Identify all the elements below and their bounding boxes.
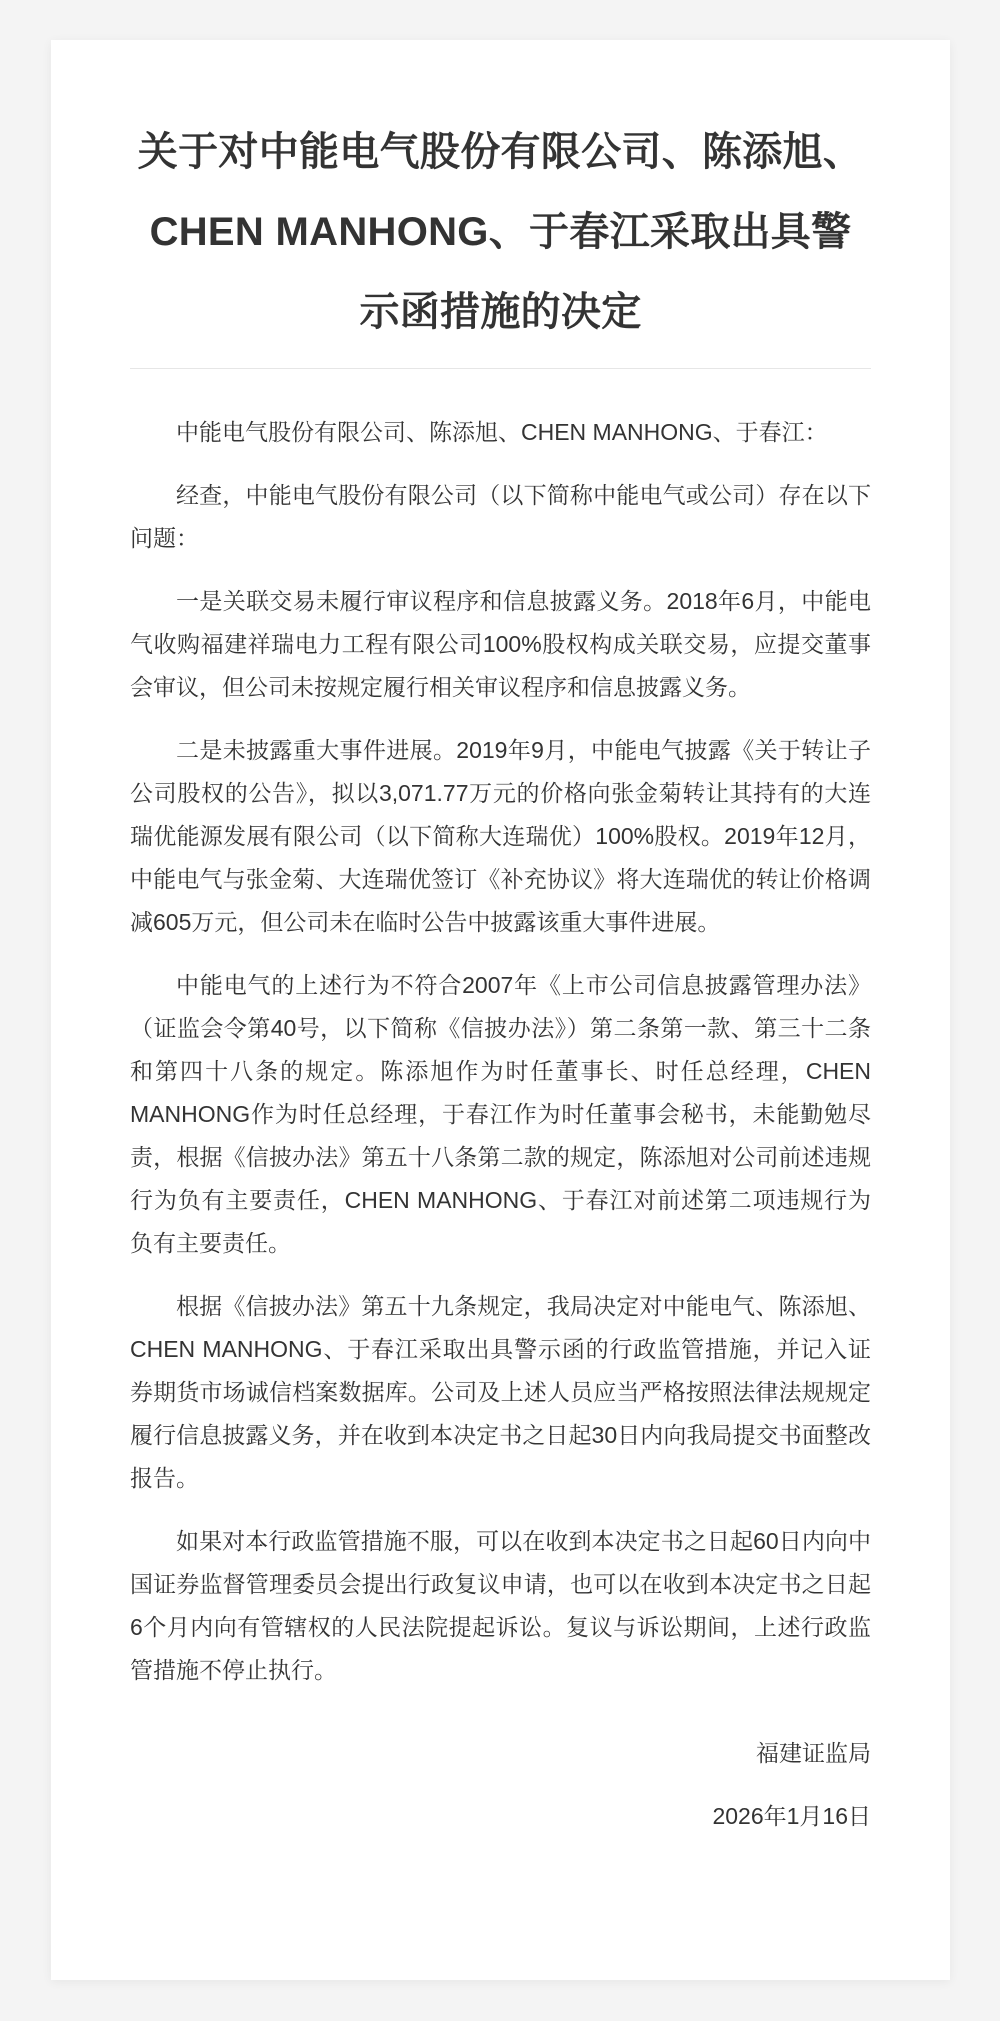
issue-date: 2026年1月16日 (712, 1803, 871, 1829)
appeal-paragraph: 如果对本行政监管措施不服，可以在收到本决定书之日起60日内向中国证券监督管理委员会提出行政复议申请，也可以在收到本决定书之日起6个月内向有管辖权的人民法院提起诉讼。复议与诉讼期间，上述行政监管措施不停止执行。 (130, 1528, 871, 1683)
addressee-paragraph: 中能电气股份有限公司、陈添旭、CHEN MANHONG、于春江： (176, 419, 828, 445)
issue-one-paragraph: 一是关联交易未履行审议程序和信息披露义务。2018年6月，中能电气收购福建祥瑞电力工程有限公司100%股权构成关联交易，应提交董事会审议，但公司未按规定履行相关审议程序和信息披露义务。 (130, 588, 871, 700)
findings-intro-paragraph: 经查，中能电气股份有限公司（以下简称中能电气或公司）存在以下问题： (130, 482, 871, 551)
document-body (130, 369, 871, 1838)
violation-paragraph: 中能电气的上述行为不符合2007年《上市公司信息披露管理办法》（证监会令第40号，以下简称《信披办法》）第二条第一款、第三十二条和第四十八条的规定。陈添旭作为时任董事长、时任总经理，CHEN MANHONG作为时任总经理，于春江作为时任董事会秘书，未能勤勉尽责，根据《信披办法》第五十八条第二款的规定，陈添旭对公司前述违规行为负有主要责任，CHEN MANHONG、于春江对前述第二项违规行为负有主要责任。 (130, 972, 871, 1256)
decision-paragraph: 根据《信披办法》第五十九条规定，我局决定对中能电气、陈添旭、CHEN MANHONG、于春江采取出具警示函的行政监管措施，并记入证券期货市场诚信档案数据库。公司及上述人员应当严格按照法律法规规定履行信息披露义务，并在收到本决定书之日起30日内向我局提交书面整改报告。 (130, 1293, 871, 1491)
document-card (51, 40, 950, 1980)
document-title: 关于对中能电气股份有限公司、陈添旭、CHEN MANHONG、于春江采取出具警示函措施的决定 (130, 112, 871, 369)
issue-two-paragraph: 二是未披露重大事件进展。2019年9月，中能电气披露《关于转让子公司股权的公告》，拟以3,071.77万元的价格向张金菊转让其持有的大连瑞优能源发展有限公司（以下简称大连瑞优）100%股权。2019年12月，中能电气与张金菊、大连瑞优签订《补充协议》将大连瑞优的转让价格调减605万元，但公司未在临时公告中披露该重大事件进展。 (130, 737, 871, 935)
issuer-signature: 福建证监局 (756, 1740, 871, 1766)
